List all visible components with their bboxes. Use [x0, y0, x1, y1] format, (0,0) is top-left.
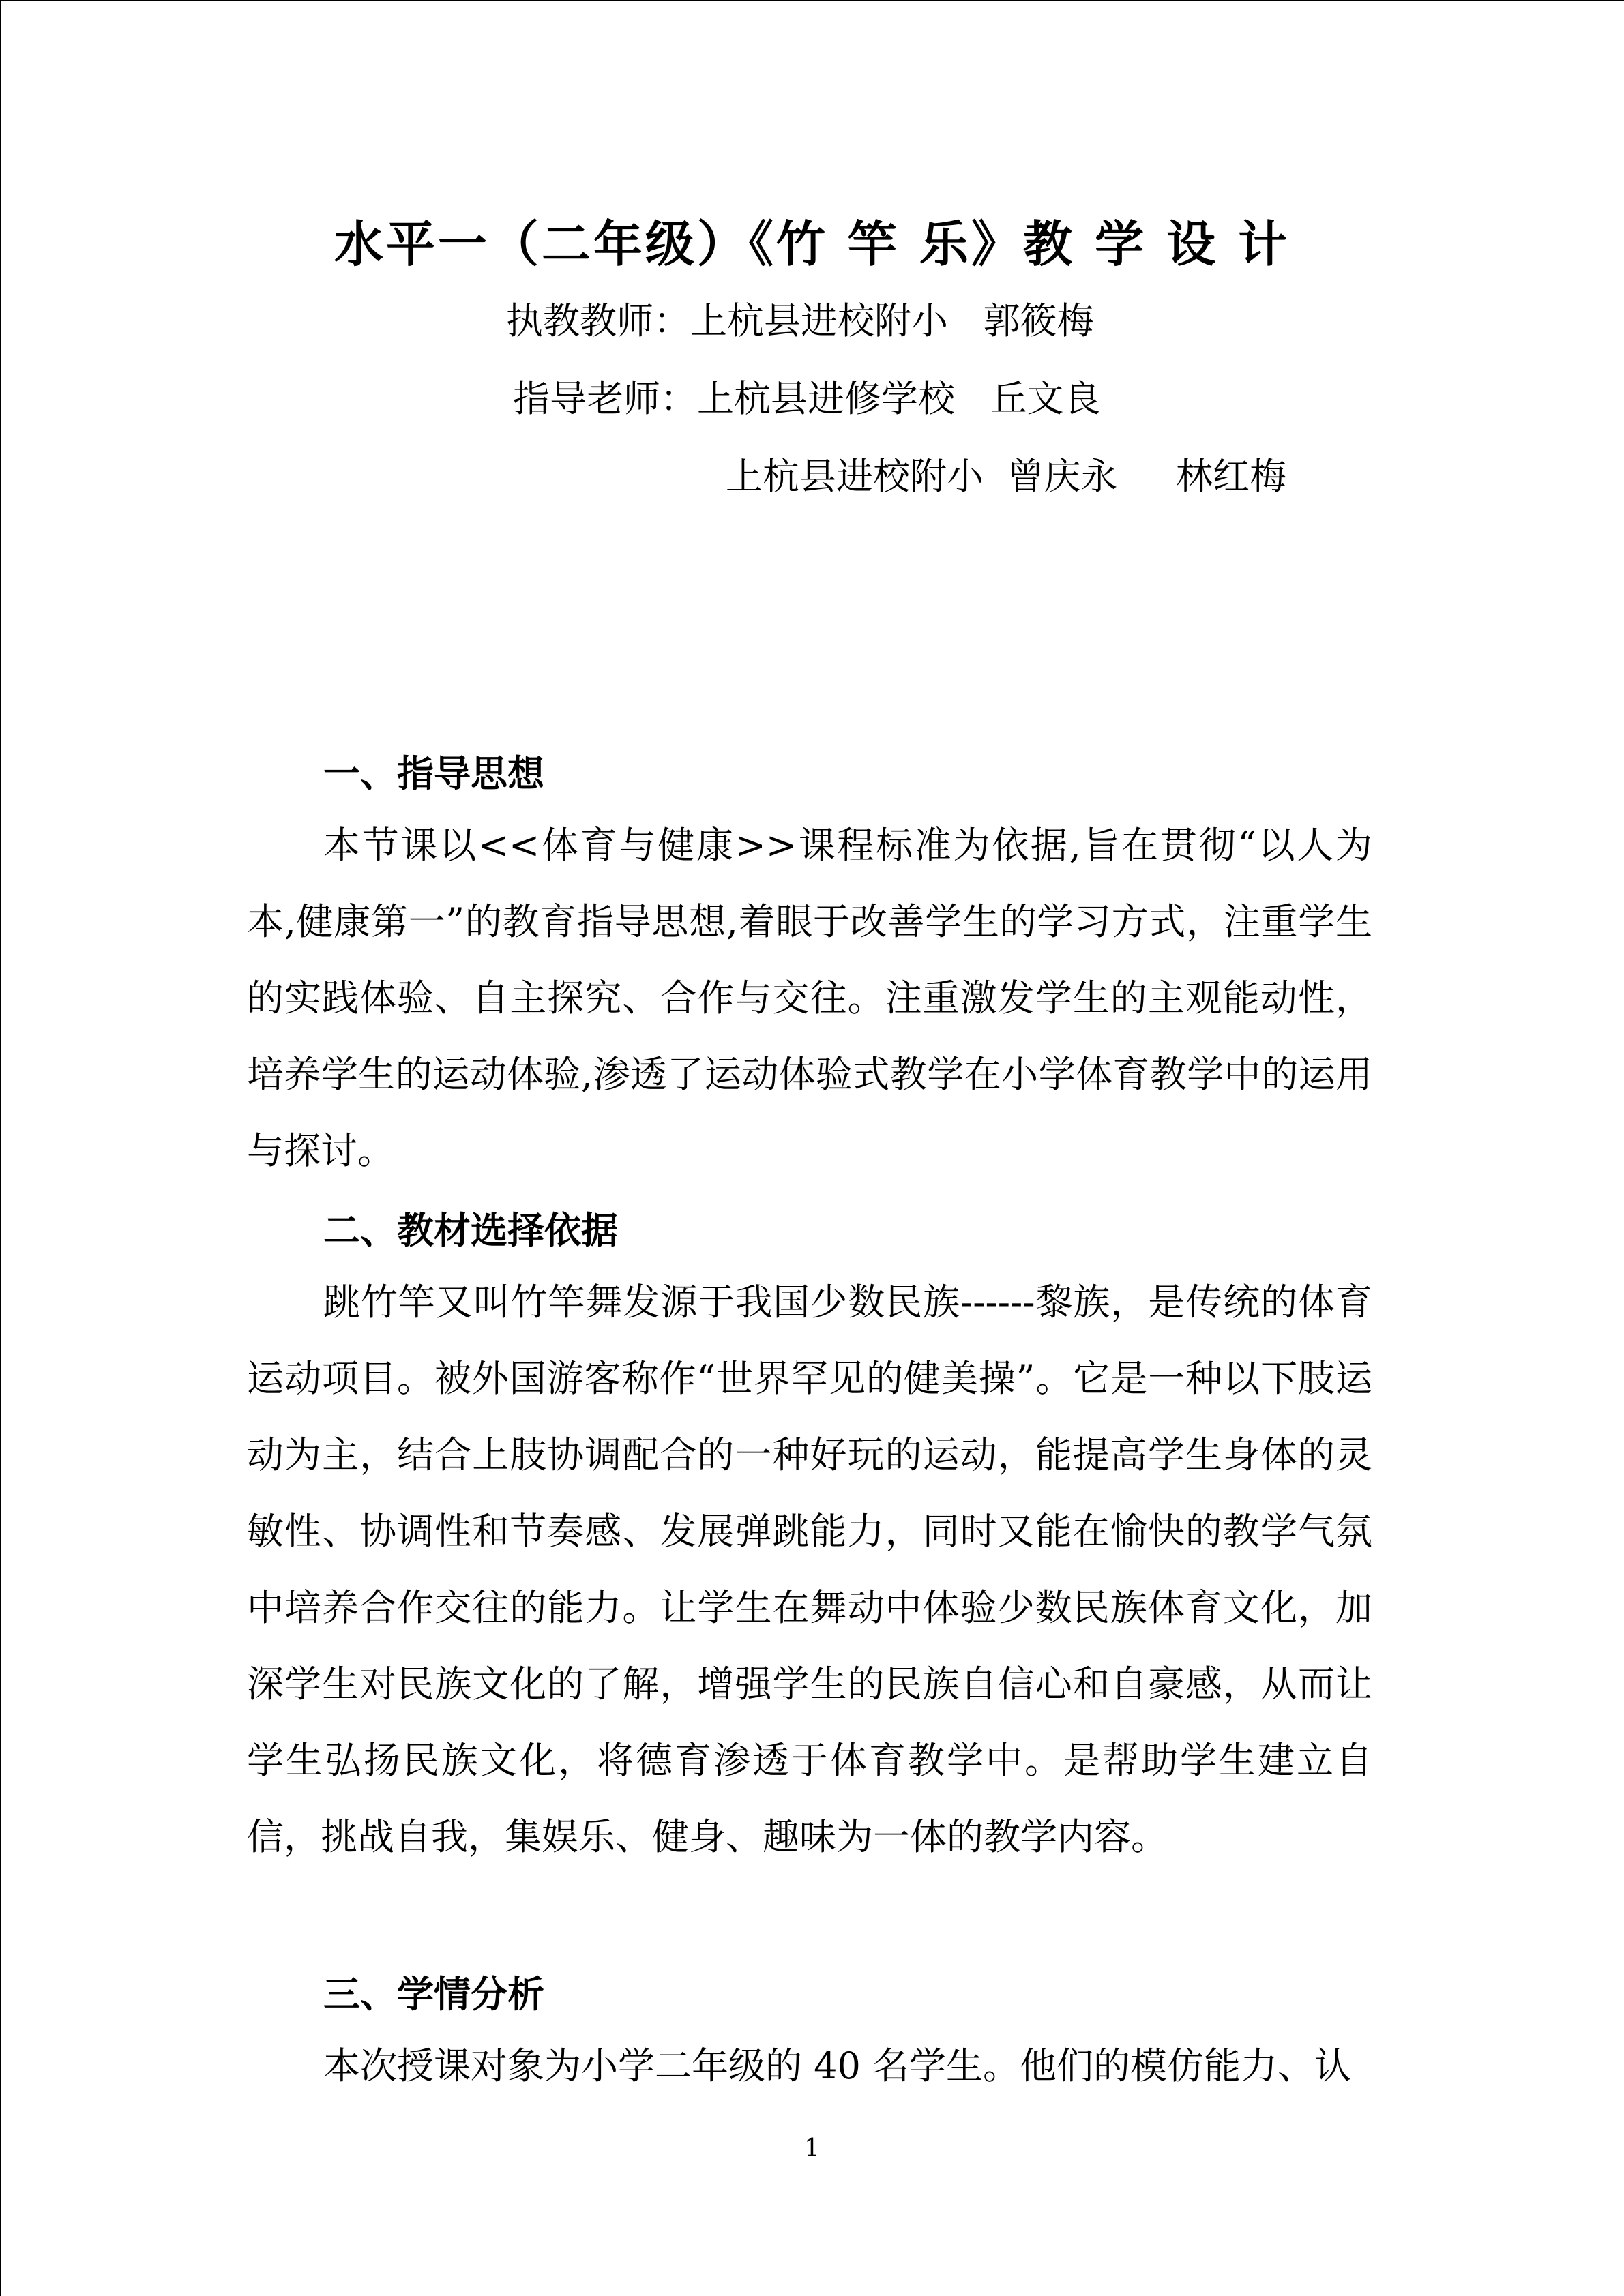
document-title: 水平一（二年级）《竹 竿 乐》教 学 设 计 — [334, 215, 1290, 273]
advisor-credit-continued: 上杭县进校附小 曾庆永 林红梅 — [726, 455, 1287, 498]
page-number: 1 — [804, 2134, 820, 2162]
section-body-material-basis: 跳竹竿又叫竹竿舞发源于我国少数民族------黎族，是传统的体育运动项目。被外国游客称作“世界罕见的健美操”。它是一种以下肢运动为主，结合上肢协调配合的一种好玩的运动，能提高学生身体的灵敏性、协调性和节奏感、发展弹跳能力，同时又能在愉快的教学气氛中培养合作交往的能力。让学生在舞动中体验少数民族体育文化，加深学生对民族文化的了解，增强学生的民族自信心和自豪感，从而让学生弘扬民族文化，将德育渗透于体育教学中。是帮助学生建立自信，挑战自我，集娱乐、健身、趣味为一体的教学内容。 — [247, 1281, 1372, 1858]
section-body-guiding-ideology: 本节课以<<体育与健康>>课程标准为依据,旨在贯彻“以人为本,健康第一”的教育指导思想,着眼于改善学生的学习方式，注重学生的实践体验、自主探究、合作与交往。注重激发学生的主观能动性，培养学生的运动体验,渗透了运动体验式教学在小学体育教学中的运用与探讨。 — [247, 824, 1372, 1172]
section-heading-material-basis: 二、教材选择依据 — [323, 1208, 618, 1252]
section-heading-guiding-ideology: 一、指导思想 — [323, 751, 544, 795]
section-body-student-analysis: 本次授课对象为小学二年级的 40 名学生。他们的模仿能力、认 — [323, 2044, 1352, 2087]
section-heading-student-analysis: 三、学情分析 — [323, 1972, 544, 2016]
teacher-credit: 执教教师：上杭县进校附小 郭筱梅 — [506, 299, 1094, 342]
advisor-credit: 指导老师：上杭县进修学校 丘文良 — [513, 377, 1101, 420]
